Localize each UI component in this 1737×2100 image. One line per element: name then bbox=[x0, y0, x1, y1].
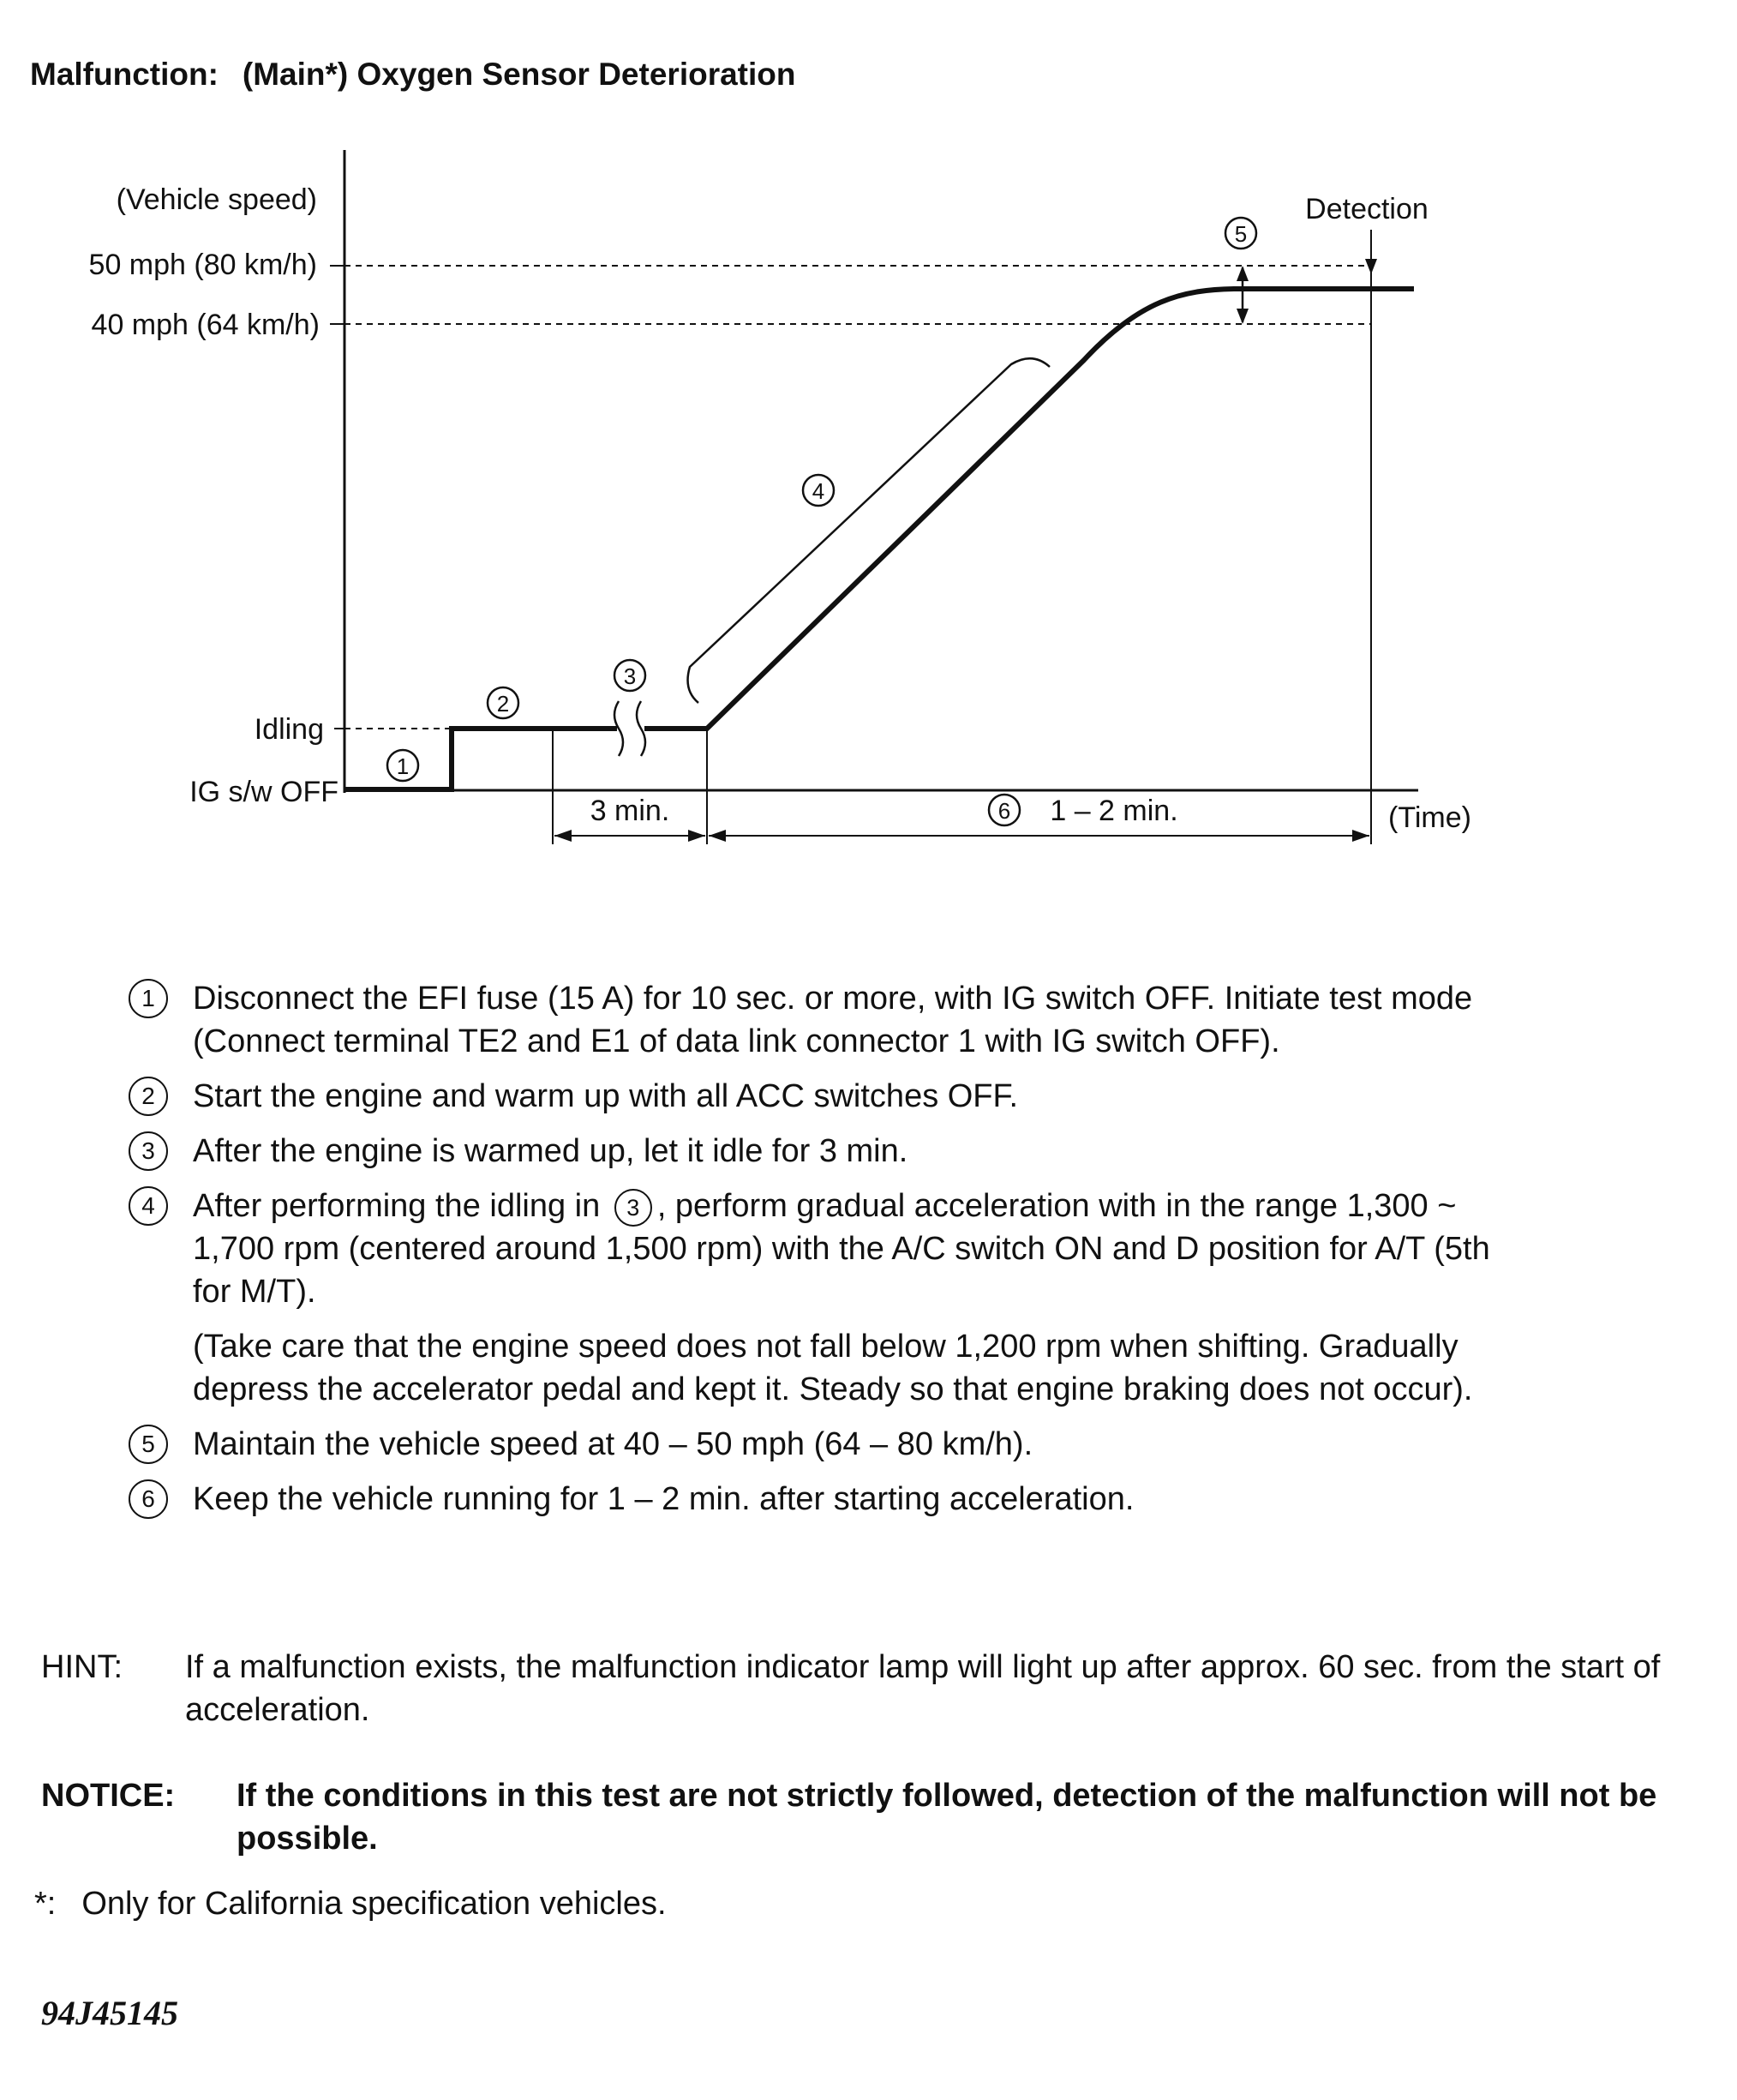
step-number: 2 bbox=[129, 1077, 168, 1116]
interval-1-2min: 1 – 2 min. bbox=[1050, 795, 1178, 827]
step-3 bbox=[129, 1130, 1534, 1173]
marker-4 bbox=[803, 475, 834, 506]
svg-text:6: 6 bbox=[997, 798, 1011, 824]
idling-label: Idling bbox=[254, 713, 324, 746]
step-number: 3 bbox=[129, 1131, 168, 1171]
notice-label: NOTICE: bbox=[41, 1778, 176, 1814]
procedure-steps bbox=[129, 977, 1534, 1533]
step-5 bbox=[129, 1423, 1534, 1466]
figure-code: 94J45145 bbox=[41, 1994, 178, 2032]
step-text: After the engine is warmed up, let it idle for 3 min. bbox=[193, 1133, 908, 1169]
step-reference: 3 bbox=[614, 1189, 652, 1227]
marker-2 bbox=[488, 687, 518, 718]
level-50-label: 50 mph (80 km/h) bbox=[88, 249, 317, 281]
step-note: (Take care that the engine speed does not fall below 1,200 rpm when shifting. Gradually depress the accelerator pedal and kept it. Steady so that engine braking does not occur). bbox=[193, 1329, 1473, 1407]
notice-block bbox=[41, 1774, 1704, 1860]
accel-bracket bbox=[688, 358, 1050, 703]
ig-off-label: IG s/w OFF bbox=[189, 776, 338, 808]
marker-1 bbox=[387, 750, 418, 781]
level-40-label: 40 mph (64 km/h) bbox=[91, 309, 320, 341]
step-number: 6 bbox=[129, 1479, 168, 1519]
step-text-before: After performing the idling in bbox=[193, 1188, 601, 1224]
footnote-text: Only for California specification vehicles. bbox=[81, 1886, 667, 1922]
malfunction-name: (Main*) Oxygen Sensor Deterioration bbox=[242, 57, 796, 92]
step-number: 1 bbox=[129, 979, 168, 1018]
footnote-label: *: bbox=[34, 1886, 57, 1922]
footnote bbox=[34, 1886, 667, 1923]
step-4 bbox=[129, 1185, 1534, 1411]
hint-block bbox=[41, 1646, 1669, 1731]
step-text: Maintain the vehicle speed at 40 – 50 mph (64 – 80 km/h). bbox=[193, 1426, 1033, 1462]
step-text: Keep the vehicle running for 1 – 2 min. after starting acceleration. bbox=[193, 1481, 1135, 1517]
malfunction-label: Malfunction: bbox=[30, 57, 219, 92]
svg-text:2: 2 bbox=[496, 691, 510, 717]
hint-text: If a malfunction exists, the malfunction indicator lamp will light up after approx. 60 sec. from the start of acceleration. bbox=[185, 1649, 1661, 1728]
x-axis-label: (Time) bbox=[1388, 801, 1471, 834]
step-text: Disconnect the EFI fuse (15 A) for 10 sec. or more, with IG switch OFF. Initiate test mode (Connect terminal TE2 and E1 of data link connector 1 with IG switch OFF). bbox=[193, 981, 1473, 1059]
y-axis-label: (Vehicle speed) bbox=[116, 183, 317, 216]
drive-pattern-diagram bbox=[0, 0, 1737, 943]
step-text: Start the engine and warm up with all ACC switches OFF. bbox=[193, 1078, 1019, 1114]
step-6 bbox=[129, 1478, 1534, 1521]
svg-text:5: 5 bbox=[1234, 221, 1248, 247]
step-number: 4 bbox=[129, 1186, 168, 1226]
marker-6 bbox=[989, 795, 1020, 825]
marker-5 bbox=[1225, 218, 1256, 249]
notice-text: If the conditions in this test are not strictly followed, detection of the malfunction will not be possible. bbox=[237, 1778, 1657, 1857]
svg-text:3: 3 bbox=[623, 663, 637, 689]
hint-label: HINT: bbox=[41, 1649, 123, 1685]
svg-text:4: 4 bbox=[812, 478, 825, 504]
svg-text:1: 1 bbox=[396, 753, 410, 779]
detection-label: Detection bbox=[1305, 193, 1429, 225]
interval-3min: 3 min. bbox=[590, 795, 670, 827]
step-number: 5 bbox=[129, 1425, 168, 1464]
step-1 bbox=[129, 977, 1534, 1063]
step-text-after: , perform gradual acceleration with in the range 1,300 ~ 1,700 rpm (centered around 1,500 rpm) with the A/C switch ON and D position for A/T (5th for M/T). bbox=[193, 1188, 1490, 1310]
marker-3 bbox=[614, 660, 645, 691]
step-2 bbox=[129, 1075, 1534, 1118]
